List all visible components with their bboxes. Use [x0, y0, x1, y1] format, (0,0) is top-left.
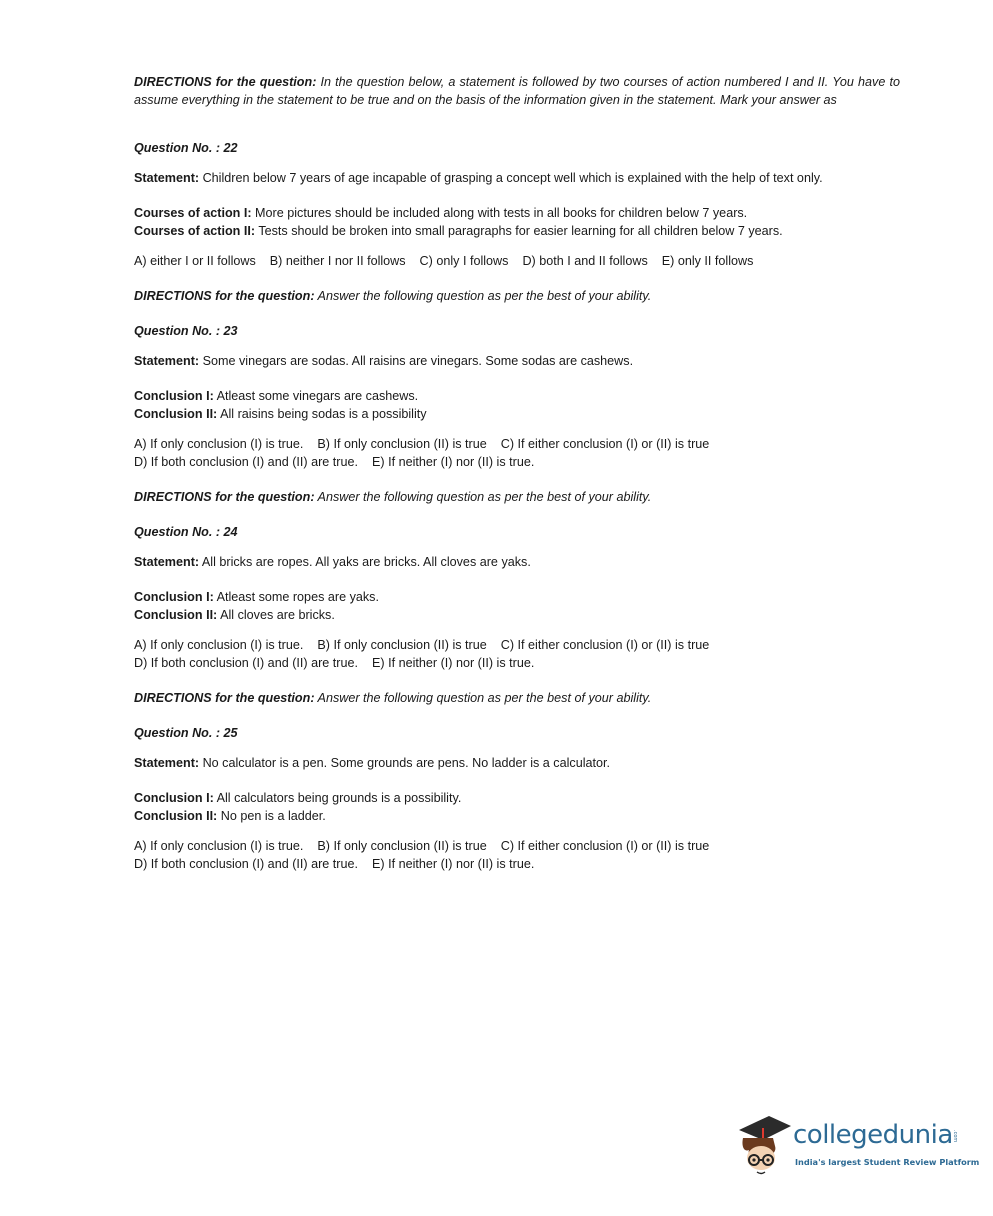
directions-22: DIRECTIONS for the question: In the question below, a statement is followed by two courses of action numbered I and II. You have to assume everything in the statement to be true and on the basis of the information given in the statement. Mark your answer as	[134, 75, 900, 107]
directions-24: DIRECTIONS for the question: Answer the following question as per the best of your ability.	[134, 490, 652, 504]
statement-24: Statement: All bricks are ropes. All yaks are bricks. All cloves are yaks.	[134, 555, 531, 569]
question-number-24: Question No. : 24	[134, 525, 238, 539]
options-25	[134, 837, 900, 873]
options-line-1: A) If only conclusion (I) is true. B) If only conclusion (II) is true C) If either conclusion (I) or (II) is true	[134, 839, 710, 853]
conclusion-2: Conclusion II: All raisins being sodas is a possibility	[134, 407, 427, 421]
question-number-25: Question No. : 25	[134, 726, 238, 740]
options-line-1: A) If only conclusion (I) is true. B) If only conclusion (II) is true C) If either conclusion (I) or (II) is true	[134, 638, 710, 652]
statement-25: Statement: No calculator is a pen. Some grounds are pens. No ladder is a calculator.	[134, 756, 610, 770]
directions-25: DIRECTIONS for the question: Answer the following question as per the best of your ability.	[134, 691, 652, 705]
options-23	[134, 435, 900, 471]
options-line-2: D) If both conclusion (I) and (II) are true. E) If neither (I) nor (II) is true.	[134, 656, 535, 670]
conclusions-23	[134, 387, 900, 423]
conclusion-1: Conclusion I: Atleast some ropes are yaks.	[134, 590, 379, 604]
conclusions-24	[134, 588, 900, 624]
conclusion-1: Conclusion I: Atleast some vinegars are cashews.	[134, 389, 419, 403]
course-of-action-1: Courses of action I: More pictures should be included along with tests in all books for children below 7 years.	[134, 206, 748, 220]
courses-of-action-22	[134, 204, 900, 240]
options-22: A) either I or II follows B) neither I nor II follows C) only I follows D) both I and II follows E) only II follows	[134, 254, 754, 268]
statement-22: Statement: Children below 7 years of age incapable of grasping a concept well which is explained with the help of text only.	[134, 171, 823, 185]
conclusion-2: Conclusion II: All cloves are bricks.	[134, 608, 335, 622]
question-number-22: Question No. : 22	[134, 141, 238, 155]
options-line-2: D) If both conclusion (I) and (II) are true. E) If neither (I) nor (II) is true.	[134, 455, 535, 469]
logo-tagline: India's largest Student Review Platform	[795, 1157, 980, 1167]
course-of-action-2: Courses of action II: Tests should be broken into small paragraphs for easier learning for all children below 7 years.	[134, 224, 783, 238]
question-sheet	[134, 73, 900, 873]
collegedunia-logo	[733, 1108, 980, 1178]
options-line-1: A) If only conclusion (I) is true. B) If only conclusion (II) is true C) If either conclusion (I) or (II) is true	[134, 437, 710, 451]
graduate-mascot-icon	[733, 1108, 793, 1178]
logo-wordmark: collegedunia	[793, 1120, 953, 1150]
conclusion-2: Conclusion II: No pen is a ladder.	[134, 809, 326, 823]
conclusions-25	[134, 789, 900, 825]
options-line-2: D) If both conclusion (I) and (II) are true. E) If neither (I) nor (II) is true.	[134, 857, 535, 871]
options-24	[134, 636, 900, 672]
logo-domain-suffix: .com	[952, 1130, 958, 1143]
question-number-23: Question No. : 23	[134, 324, 238, 338]
directions-23: DIRECTIONS for the question: Answer the following question as per the best of your ability.	[134, 289, 652, 303]
statement-23: Statement: Some vinegars are sodas. All raisins are vinegars. Some sodas are cashews.	[134, 354, 634, 368]
conclusion-1: Conclusion I: All calculators being grounds is a possibility.	[134, 791, 462, 805]
